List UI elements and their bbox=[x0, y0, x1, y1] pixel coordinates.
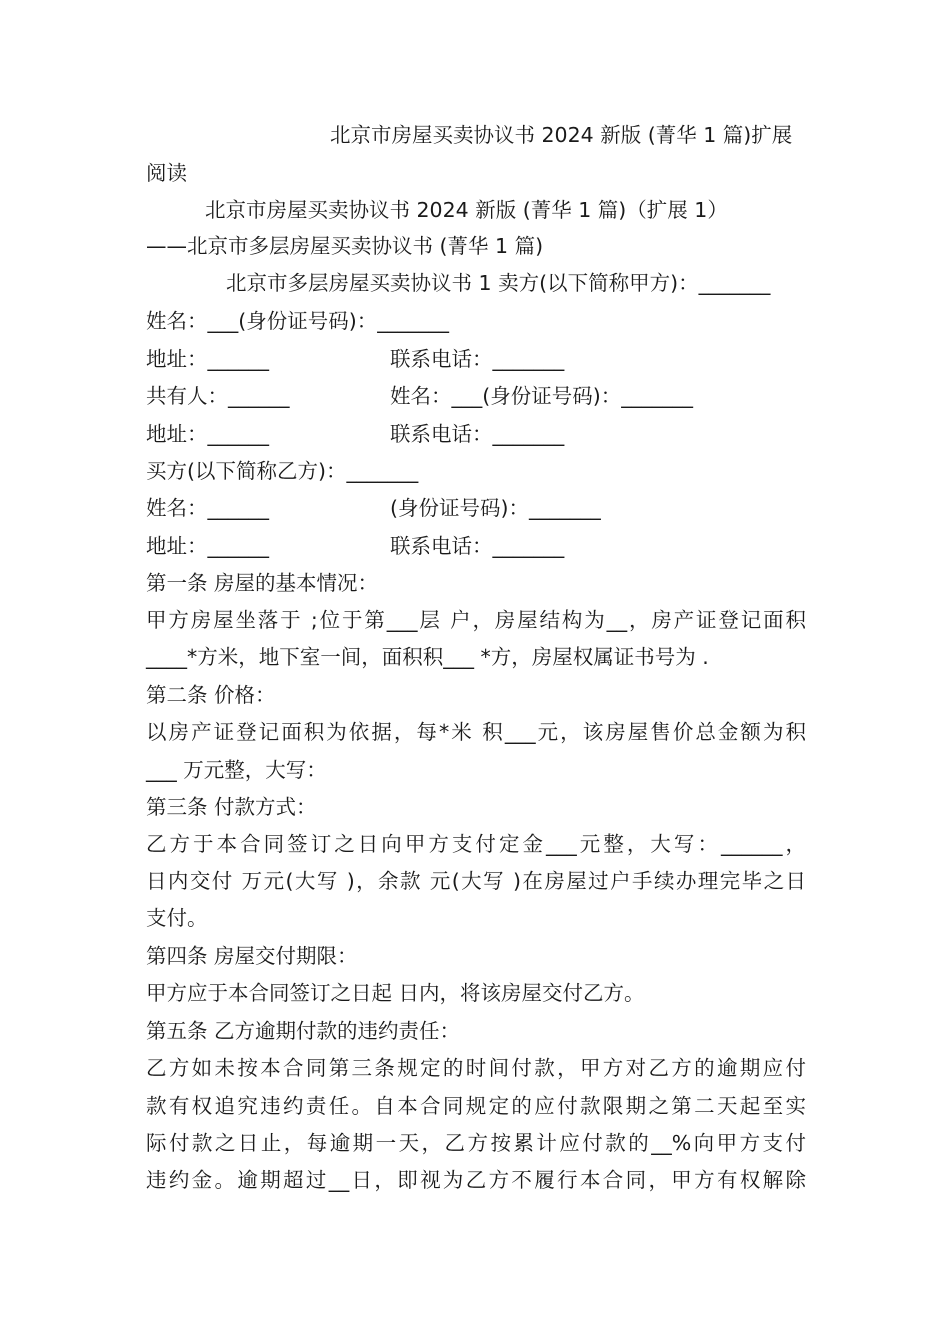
article-1-line-2: ____*方米，地下室一间，面积积___ *方，房屋权属证书号为 . bbox=[146, 645, 709, 669]
seller-name-row: 姓名：___(身份证号码)：_______ bbox=[146, 309, 449, 333]
article-2-line-2: ___ 万元整，大写： bbox=[146, 758, 327, 782]
coowner-label: 共有人：______ bbox=[146, 384, 290, 408]
title-line-1: 北京市房屋买卖协议书 2024 新版 (菁华 1 篇)扩展 bbox=[330, 123, 793, 147]
article-4-title: 第四条 房屋交付期限： bbox=[146, 944, 358, 968]
coowner-name-row: 姓名：___(身份证号码)：_______ bbox=[390, 384, 693, 408]
buyer-address: 地址：______ bbox=[146, 534, 269, 558]
article-1-title: 第一条 房屋的基本情况： bbox=[146, 571, 379, 595]
seller-address: 地址：______ bbox=[146, 347, 269, 371]
article-5-line-4: 违约金。逾期超过__日，即视为乙方不履行本合同，甲方有权解除 bbox=[146, 1168, 806, 1192]
article-3-line-1: 乙方于本合同签订之日向甲方支付定金___元整，大写：______， bbox=[146, 832, 806, 856]
buyer-name: 姓名：______ bbox=[146, 496, 269, 520]
article-2-title: 第二条 价格： bbox=[146, 683, 276, 707]
buyer-phone: 联系电话：_______ bbox=[390, 534, 565, 558]
intro-seller-heading: 北京市多层房屋买卖协议书 1 卖方(以下简称甲方)：_______ bbox=[226, 271, 771, 295]
article-4-line-1: 甲方应于本合同签订之日起 日内，将该房屋交付乙方。 bbox=[146, 981, 645, 1005]
article-5-line-1: 乙方如未按本合同第三条规定的时间付款，甲方对乙方的逾期应付 bbox=[146, 1056, 806, 1080]
subtitle-line-1: 北京市房屋买卖协议书 2024 新版 (菁华 1 篇)（扩展 1） bbox=[205, 198, 728, 222]
buyer-heading: 买方(以下简称乙方)：_______ bbox=[146, 459, 419, 483]
article-5-line-2: 款有权追究违约责任。自本合同规定的应付款限期之第二天起至实 bbox=[146, 1094, 806, 1118]
article-3-line-2: 日内交付 万元(大写 )，余款 元(大写 )在房屋过户手续办理完毕之日 bbox=[146, 869, 806, 893]
article-5-line-3: 际付款之日止，每逾期一天，乙方按累计应付款的__%向甲方支付 bbox=[146, 1131, 806, 1155]
coowner-phone: 联系电话：_______ bbox=[390, 422, 565, 446]
article-3-title: 第三条 付款方式： bbox=[146, 795, 317, 819]
article-1-line-1: 甲方房屋坐落于 ;位于第___层 户，房屋结构为__，房产证登记面积 bbox=[146, 608, 806, 632]
coowner-address: 地址：______ bbox=[146, 422, 269, 446]
article-3-line-3: 支付。 bbox=[146, 906, 208, 930]
subtitle-line-2: ——北京市多层房屋买卖协议书 (菁华 1 篇) bbox=[146, 234, 544, 258]
title-line-2: 阅读 bbox=[146, 161, 187, 185]
article-5-title: 第五条 乙方逾期付款的违约责任： bbox=[146, 1019, 461, 1043]
article-2-line-1: 以房产证登记面积为依据，每*米 积___元，该房屋售价总金额为积 bbox=[146, 720, 806, 744]
seller-phone: 联系电话：_______ bbox=[390, 347, 565, 371]
buyer-id: (身份证号码)：_______ bbox=[390, 496, 601, 520]
